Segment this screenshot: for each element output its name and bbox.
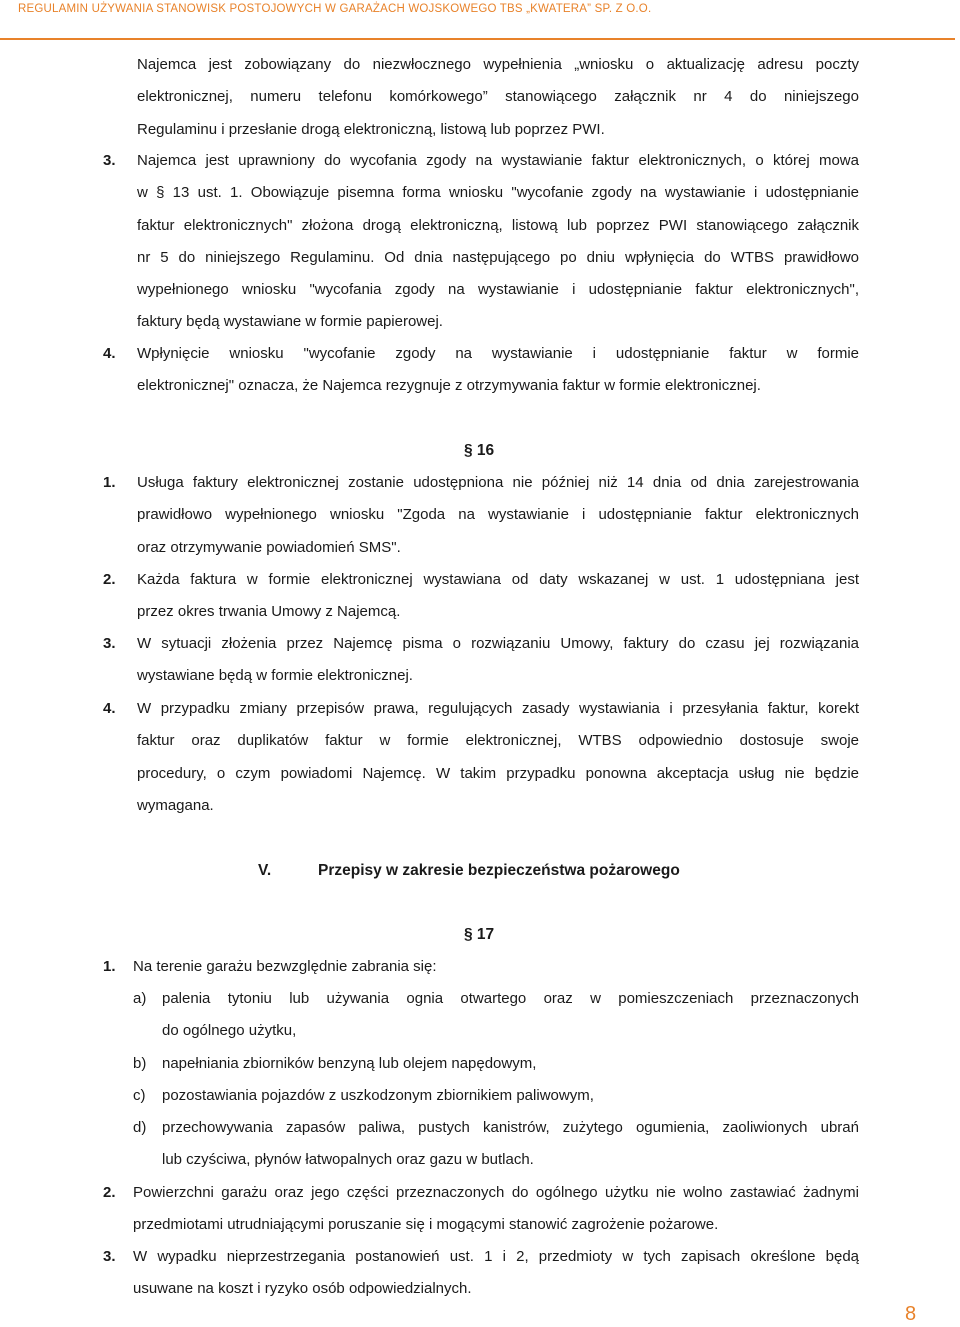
item-number: 4.: [103, 345, 116, 362]
subitem-d: [162, 1112, 859, 1177]
text-line: elektronicznej, numeru telefonu komórkowego” stanowiącego załącznik nr 4 do niniejszego: [137, 88, 859, 106]
text-line: Usługa faktury elektronicznej zostanie udostępniona nie później niż 14 dnia od dnia zarejestrowania: [137, 474, 859, 491]
subitem-label: b): [133, 1055, 147, 1072]
item-number: 3.: [103, 635, 116, 652]
item-number: 3.: [103, 1248, 116, 1265]
text-line: przedmiotami utrudniającymi poruszanie się i mogącymi stanowić zagrożenie pożarowe.: [133, 1216, 719, 1234]
text-line: Powierzchni garażu oraz jego części przeznaczonych do ogólnego użytku nie wolno zastawiać żadnymi: [133, 1184, 859, 1201]
chapter-title: Przepisy w zakresie bezpieczeństwa pożarowego: [318, 862, 680, 879]
item-number: 2.: [103, 1184, 116, 1201]
item-number: 2.: [103, 571, 116, 588]
text-line: wypełnionego wniosku "wycofania zgody na wystawianie i udostępnianie faktur elektronicznych",: [137, 281, 859, 299]
sec16-item-4: [137, 693, 859, 822]
text-line: nr 5 do niniejszego Regulaminu. Od dnia następującego po dniu wpłynięcia do WTBS prawidłowo: [137, 248, 859, 266]
text-line: W przypadku zmiany przepisów prawa, regulujących zasady wystawiania i przesyłania faktur, korekt: [137, 700, 859, 717]
text-line: lub czyściwa, płynów łatwopalnych oraz gazu w butlach.: [162, 1151, 534, 1169]
subitem-label: c): [133, 1087, 146, 1104]
section-title-16: § 16: [464, 442, 495, 459]
text-line: pozostawiania pojazdów z uszkodzonym zbiornikiem paliwowym,: [162, 1087, 594, 1104]
text-line: procedury, o czym powiadomi Najemcę. W takim przypadku ponowna akceptacja usług nie będzie: [137, 764, 859, 782]
subitem-b: [162, 1048, 859, 1080]
text-line: Każda faktura w formie elektronicznej wystawiana od daty wskazanej w ust. 1 udostępniana jest: [137, 571, 859, 588]
text-line: usuwane na koszt i ryzyko osób odpowiedzialnych.: [133, 1280, 472, 1298]
chapter-number: V.: [258, 862, 272, 879]
text-line: W wypadku nieprzestrzegania postanowień ust. 1 i 2, przedmioty w tych zapisach określone będą: [133, 1248, 859, 1265]
sec17-item-1-text: Na terenie garażu bezwzględnie zabrania się:: [133, 958, 437, 975]
item-number: 4.: [103, 700, 116, 717]
text-line: napełniania zbiorników benzyną lub olejem napędowym,: [162, 1055, 537, 1072]
text-line: prawidłowo wypełnionego wniosku "Zgoda na wystawianie i udostępnianie faktur elektronicznych: [137, 506, 859, 524]
sec16-item-2: [137, 564, 859, 629]
text-line: oraz otrzymywanie powiadomień SMS".: [137, 538, 401, 556]
sec16-item-1: [137, 467, 859, 564]
subitem-label: d): [133, 1119, 147, 1136]
sec17-item-3: [133, 1241, 859, 1306]
item-number: 1.: [103, 474, 116, 491]
subitem-c: [162, 1080, 859, 1112]
text-line: elektronicznej" oznacza, że Najemca rezygnuje z otrzymywania faktur w formie elektronicznej.: [137, 377, 761, 395]
text-line: W sytuacji złożenia przez Najemcę pisma o rozwiązaniu Umowy, faktury do czasu jej rozwiązania: [137, 635, 859, 652]
sec17-item-2: [133, 1177, 859, 1242]
text-line: faktur oraz duplikatów faktur w formie elektronicznej, WTBS odpowiednio dostosuje swoje: [137, 732, 859, 750]
text-line: przechowywania zapasów paliwa, pustych kanistrów, zużytego ogumienia, zaoliwionych ubrań: [162, 1119, 859, 1136]
text-line: faktury będą wystawiane w formie papierowej.: [137, 313, 443, 331]
text-line: Wpłynięcie wniosku "wycofanie zgody na wystawianie i udostępnianie faktur w formie: [137, 345, 859, 362]
text-line: w § 13 ust. 1. Obowiązuje pisemna forma wniosku "wycofanie zgody na wystawianie i udostępnianie: [137, 184, 859, 202]
item-number: 3.: [103, 152, 116, 169]
text-line: przez okres trwania Umowy z Najemcą.: [137, 603, 401, 621]
item-number: 1.: [103, 958, 116, 975]
section-title-17: § 17: [464, 926, 495, 943]
sec16-item-3: [137, 628, 859, 693]
text-line: wymagana.: [137, 796, 214, 814]
text-line: do ogólnego użytku,: [162, 1022, 297, 1040]
text-line: palenia tytoniu lub używania ognia otwartego oraz w pomieszczeniach przeznaczonych: [162, 990, 859, 1007]
item-4-text: [137, 338, 859, 403]
subitem-label: a): [133, 990, 147, 1007]
item-3-text: [137, 145, 859, 339]
page-number: 8: [905, 1303, 917, 1325]
paragraph-continuation: [137, 49, 859, 146]
text-line: Najemca jest uprawniony do wycofania zgody na wystawianie faktur elektronicznych, o której mowa: [137, 152, 859, 169]
header-title: REGULAMIN UŻYWANIA STANOWISK POSTOJOWYCH W GARAŻACH WOJSKOWEGO TBS „KWATERA” SP. Z O.O.: [18, 3, 652, 15]
text-line: wystawiane będą w formie elektronicznej.: [137, 667, 413, 685]
page-header: [0, 0, 955, 40]
text-line: Najemca jest zobowiązany do niezwłocznego wypełnienia „wniosku o aktualizację adresu poczty: [137, 56, 859, 73]
text-line: faktur elektronicznych" złożona drogą elektroniczną, listową lub poprzez PWI stanowiącego załącznik: [137, 216, 859, 234]
text-line: Regulaminu i przesłanie drogą elektroniczną, listową lub poprzez PWI.: [137, 120, 605, 138]
subitem-a: [162, 983, 859, 1048]
